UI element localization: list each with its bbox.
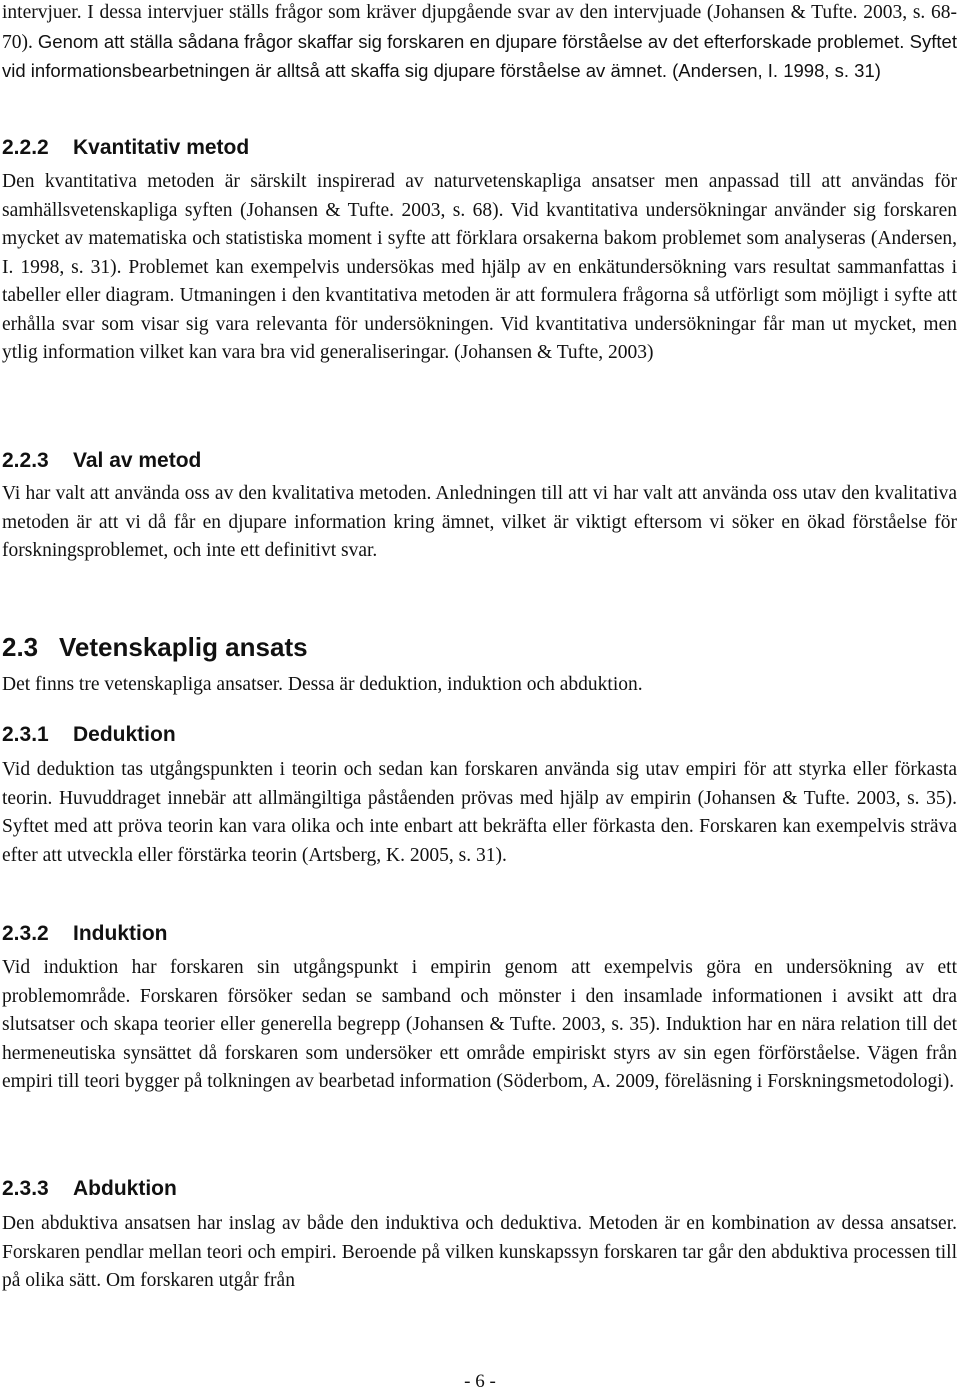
heading-2-2-2 bbox=[2, 135, 249, 161]
heading-title: Deduktion bbox=[73, 723, 176, 746]
intro-paragraph bbox=[2, 0, 957, 87]
heading-number: 2.2.2 bbox=[2, 136, 49, 159]
paragraph-kvantitativ-metod: Den kvantitativa metoden är särskilt inspirerad av naturvetenskapliga ansatser men anpassad till att användas för samhällsvetenskapliga syften (Johansen & Tufte. 2003, s. 68). Vid kvantitativa undersökningar använder sig forskaren mycket av matematiska och statistiska moment i syfte att förklara orsakerna bakom problemet som analyseras (Andersen, I. 1998, s. 31). Problemet kan exempelvis undersökas med hjälp av en enkätundersökning vars resultat sammanfattas i tabeller eller diagram. Utmaningen i den kvantitativa metoden är att formulera frågorna så utförligt som möjligt i syfte att erhålla svar som visar sig vara relevanta för undersökningen. Vid kvantitativa undersökningar får man ut mycket, men ytlig information vilket kan vara bra vid generaliseringar. (Johansen & Tufte, 2003) bbox=[2, 171, 957, 363]
heading-number: 2.2.3 bbox=[2, 449, 49, 472]
page-number: - 6 - bbox=[464, 1371, 496, 1392]
heading-title: Induktion bbox=[73, 922, 168, 945]
intro-paragraph-part1: intervjuer. I dessa intervjuer ställs frågor som kräver djupgående svar av den intervjuade (Johansen & Tufte. 2003, s. 68-70). bbox=[2, 2, 957, 53]
heading-2-3 bbox=[2, 631, 308, 663]
paragraph-val-av-metod: Vi har valt att använda oss av den kvalitativa metoden. Anledningen till att vi har valt att använda oss utav den kvalitativa metoden är att vi då får en djupare information kring ämnet, vilket är viktigt eftersom vi söker en ökad förståelse för forskningsproblemet, och inte ett definitivt svar. bbox=[2, 483, 957, 561]
heading-title: Val av metod bbox=[73, 449, 202, 472]
intro-paragraph-part2: Genom att ställa sådana frågor skaffar sig forskaren en djupare förståelse av det efterforskade problemet. Syftet vid informationsbearbetningen är alltså att skaffa sig djupare förståelse av ämnet. (Andersen, I. 1998, s. 31) bbox=[2, 30, 957, 81]
paragraph-vetenskaplig-ansats: Det finns tre vetenskapliga ansatser. Dessa är deduktion, induktion och abduktion. bbox=[2, 674, 643, 695]
heading-title: Kvantitativ metod bbox=[73, 136, 250, 159]
heading-title: Vetenskaplig ansats bbox=[59, 632, 308, 662]
heading-number: 2.3.3 bbox=[2, 1177, 49, 1200]
paragraph-abduktion: Den abduktiva ansatsen har inslag av både den induktiva och deduktiva. Metoden är en kombination av dessa ansatser. Forskaren pendlar mellan teori och empiri. Beroende på vilken kunskapssyn forskaren tar går den abduktiva processen till på olika sätt. Om forskaren utgår från bbox=[2, 1213, 957, 1291]
heading-title: Abduktion bbox=[73, 1177, 177, 1200]
heading-number: 2.3.2 bbox=[2, 922, 49, 945]
heading-2-3-3 bbox=[2, 1176, 177, 1202]
heading-2-2-3 bbox=[2, 448, 201, 474]
heading-number: 2.3.1 bbox=[2, 723, 49, 746]
heading-2-3-2 bbox=[2, 921, 167, 947]
paragraph-deduktion: Vid deduktion tas utgångspunkten i teorin och sedan kan forskaren använda sig utav empiri för att styrka eller förkasta teorin. Huvuddraget innebär att allmängiltiga påståenden prövas med hjälp av empirin (Johansen & Tufte. 2003, s. 35). Syftet med att pröva teorin kan vara olika och inte enbart att bekräfta eller förkasta den. Forskaren kan exempelvis sträva efter att utveckla eller förstärka teorin (Artsberg, K. 2005, s. 31). bbox=[2, 759, 957, 866]
heading-number: 2.3 bbox=[2, 632, 39, 662]
heading-2-3-1 bbox=[2, 722, 176, 748]
paragraph-induktion: Vid induktion har forskaren sin utgångspunkt i empirin genom att exempelvis göra en undersökning av ett problemområde. Forskaren försöker sedan se samband och mönster i den insamlade informationen i avsikt att dra slutsatser och skapa teorier eller generella begrepp (Johansen & Tufte. 2003, s. 35). Induktion har en nära relation till det hermeneutiska synsättet då forskaren som undersöker ett område empiriskt styrs av sin egen förförståelse. Vägen från empiri till teori bygger på tolkningen av bearbetad information (Söderbom, A. 2009, föreläsning i Forskningsmetodologi). bbox=[2, 957, 957, 1092]
